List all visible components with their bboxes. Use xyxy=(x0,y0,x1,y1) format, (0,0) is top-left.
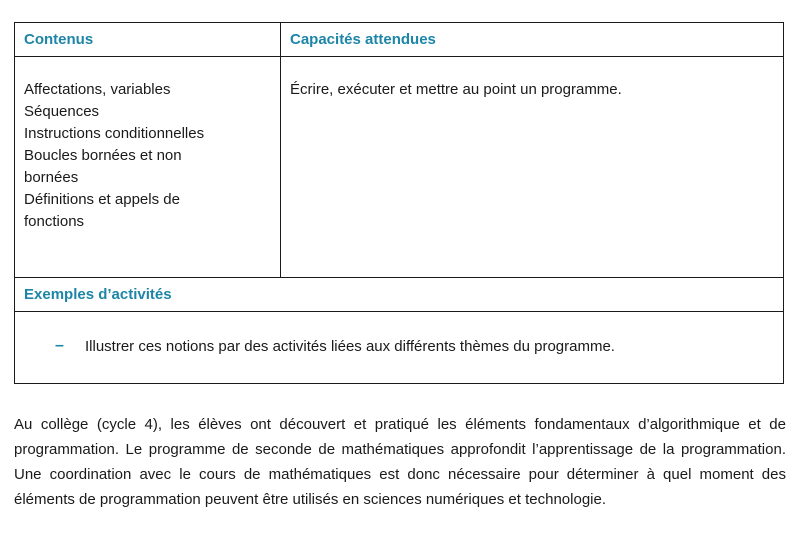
contenu-item: Définitions et appels de xyxy=(24,191,180,208)
contenus-cell xyxy=(15,57,281,278)
capacite-text: Écrire, exécuter et mettre au point un programme. xyxy=(290,81,622,98)
contenu-item: fonctions xyxy=(24,213,85,230)
examples-header: Exemples d’activités xyxy=(15,278,784,312)
table-header-row xyxy=(15,23,784,57)
intro-paragraph: Au collège (cycle 4), les élèves ont découvert et pratiqué les éléments fondamentaux d’algorithmique et de programmation. Le programme de seconde de mathématiques approfondit l’apprentissage de la programmation. Une coordination avec le cours de mathématiques est donc nécessaire pour déterminer à quel moment des éléments de programmation peuvent être utilisés en sciences numériques et technologie. xyxy=(14,416,786,508)
contenu-item: bornées xyxy=(24,169,79,186)
examples-header-row xyxy=(15,278,784,312)
activity-text: Illustrer ces notions par des activités liées aux différents thèmes du programme. xyxy=(85,337,615,355)
table-content-row xyxy=(15,57,784,278)
contenu-item: Affectations, variables xyxy=(24,81,171,98)
header-contenus: Contenus xyxy=(15,23,281,57)
contenu-item: Séquences xyxy=(24,103,100,120)
dash-bullet: – xyxy=(55,337,64,354)
contenu-item: Instructions conditionnelles xyxy=(24,125,205,142)
capacites-cell xyxy=(281,57,784,278)
header-capacites: Capacités attendues xyxy=(281,23,784,57)
examples-row xyxy=(15,312,784,384)
contenu-item: Boucles bornées et non xyxy=(24,147,182,164)
examples-cell xyxy=(15,312,784,384)
activity-list-item xyxy=(55,337,774,355)
curriculum-table xyxy=(14,22,784,384)
